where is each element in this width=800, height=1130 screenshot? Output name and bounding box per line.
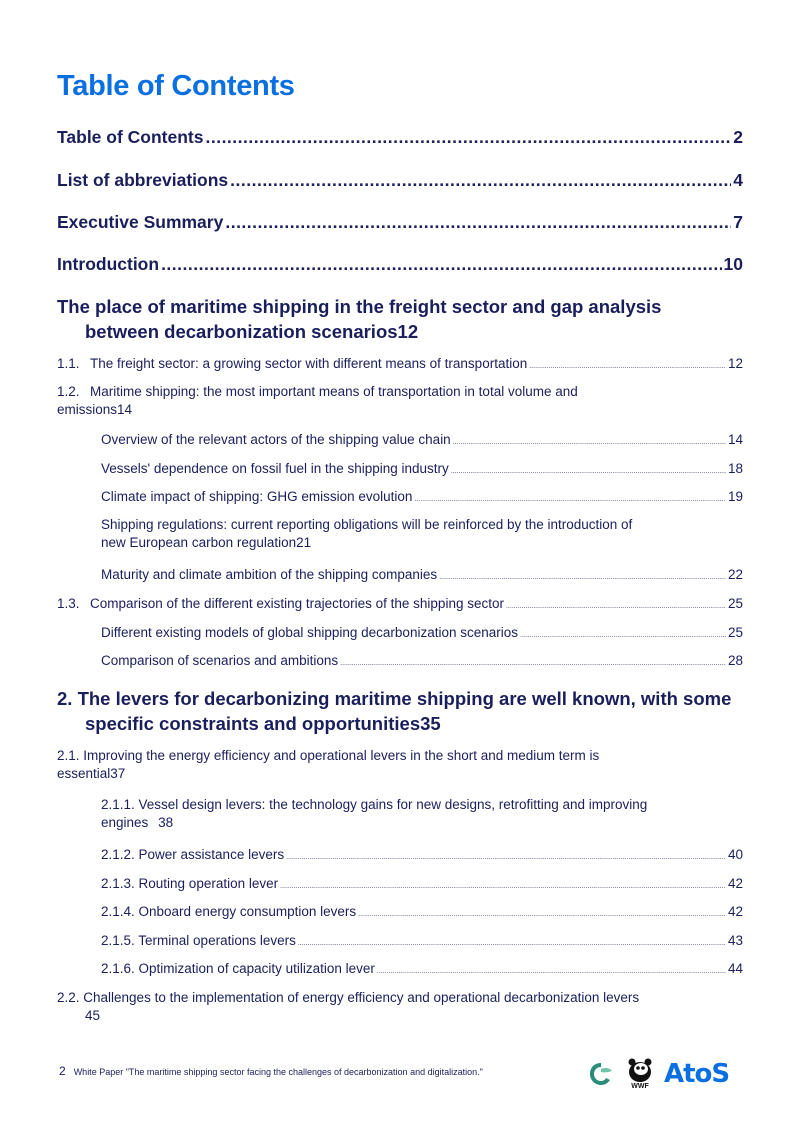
toc-entry-page: 45 [85,1008,101,1023]
toc-entry-climate-impact[interactable] [101,489,743,504]
toc-entry-title-line2: engines [101,815,149,830]
partner-logos [586,1054,729,1094]
toc-entry-title: The freight sector: a growing sector with different means of transportation [90,356,528,371]
toc-entry-title: 2.1.4. Onboard energy consumption levers [101,904,357,919]
toc-entry-title-line2: specific constraints and opportunities [85,713,421,734]
toc-entry-title: Executive Summary [57,212,224,232]
toc-entry-title: Introduction [57,254,160,274]
toc-entry-page: 38 [158,815,174,830]
toc-entry-page: 28 [727,653,743,668]
green-leaf-logo-icon [586,1059,616,1089]
toc-entry-title-line2: essential [57,766,111,781]
toc-entry-introduction[interactable] [57,254,743,275]
toc-entry-title-line1: Maritime shipping: the most important means of transportation in total volume and [90,384,578,399]
toc-entry-title-line2: between decarbonization scenarios [85,321,398,342]
toc-entry-chapter-1[interactable] [57,296,743,343]
toc-entry-scenarios[interactable] [101,653,743,668]
leader-dots [340,660,726,667]
toc-entry-page: 40 [727,847,743,862]
toc-entry-2-1[interactable] [57,748,743,781]
leader-dots [286,854,726,861]
toc-entry-1-1[interactable] [57,356,743,371]
toc-entry-2-2[interactable] [57,990,743,1023]
toc-entry-page: 12 [727,356,743,371]
toc-entry-page: 25 [727,625,743,640]
toc-entry-title: Climate impact of shipping: GHG emission evolution [101,489,413,504]
toc-entry-title-line1: 2. The levers for decarbonizing maritime shipping are well known, with some [57,688,732,709]
toc-entry-title: Vessels' dependence on fossil fuel in the shipping industry [101,461,449,476]
toc-entry-page: 43 [727,933,743,948]
toc-entry-page: 22 [727,567,743,582]
toc-entry-title-line2: new European carbon regulation [101,535,297,550]
leader-dots [230,170,731,191]
leader-dots [414,496,726,503]
page-title: Table of Contents [57,70,295,102]
toc-entry-title-line2: emissions [57,402,118,417]
leader-dots [225,212,731,233]
leader-dots [520,632,726,639]
section-number: 1.1. [57,356,80,371]
toc-entry-regulations[interactable] [101,517,743,550]
leader-dots [280,883,726,890]
toc-entry-page: 4 [733,170,743,190]
leader-dots [506,603,726,610]
toc-entry-title: List of abbreviations [57,170,229,190]
wwf-logo [626,1057,654,1091]
toc-entry-title: 2.1.3. Routing operation lever [101,876,279,891]
leader-dots [161,254,721,275]
toc-entry-2-1-1[interactable] [101,797,743,830]
footer-page-number: 2 [59,1064,66,1078]
toc-entry-actors[interactable] [101,432,743,447]
leader-dots [205,127,731,148]
toc-entry-title-line1: 2.1. Improving the energy efficiency and operational levers in the short and medium term is [57,748,600,763]
toc-entry-2-1-3[interactable] [101,876,743,891]
toc-entry-page: 42 [727,904,743,919]
toc-entry-title: Table of Contents [57,127,204,147]
toc-entry-page: 19 [727,489,743,504]
section-number: 1.3. [57,596,80,611]
leader-dots [453,439,726,446]
toc-entry-title: Different existing models of global shipping decarbonization scenarios [101,625,518,640]
toc-entry-title: 2.1.5. Terminal operations levers [101,933,296,948]
leader-dots [358,911,726,918]
toc-entry-page: 18 [727,461,743,476]
toc-entry-page: 37 [110,766,126,781]
panda-icon [626,1057,654,1083]
toc-entry-title: Comparison of the different existing trajectories of the shipping sector [90,596,504,611]
leader-dots [298,940,726,947]
toc-entry-title-line1: The place of maritime shipping in the freight sector and gap analysis [57,296,662,317]
toc-entry-2-1-2[interactable] [101,847,743,862]
toc-entry-page: 10 [723,254,743,274]
toc-entry-chapter-2[interactable] [57,688,743,735]
toc-entry-page: 21 [296,535,312,550]
toc-entry-models[interactable] [101,625,743,640]
toc-entry-title: Overview of the relevant actors of the shipping value chain [101,432,451,447]
wwf-label: WWF [631,1083,649,1090]
toc-entry-fossil-fuel[interactable] [101,461,743,476]
atos-logo: AtoS [664,1059,730,1089]
toc-entry-2-1-4[interactable] [101,904,743,919]
leader-dots [439,574,726,581]
toc-entry-2-1-6[interactable] [101,961,743,976]
page-footer [59,1064,483,1078]
section-number: 1.2. [57,384,80,399]
toc-entry-title: Maturity and climate ambition of the shipping companies [101,567,438,582]
toc-entry-page: 14 [727,432,743,447]
footer-text: White Paper "The maritime shipping sector facing the challenges of decarbonization and digitalization." [73,1067,483,1077]
toc-entry-page: 25 [727,596,743,611]
toc-entry-title: 2.1.2. Power assistance levers [101,847,285,862]
toc-entry-page: 14 [117,402,133,417]
toc-entry-2-1-5[interactable] [101,933,743,948]
leader-dots [451,468,726,475]
toc-entry-page: 2 [733,127,743,147]
toc-entry-executive-summary[interactable] [57,212,743,233]
toc-entry-page: 42 [727,876,743,891]
toc-entry-title: Comparison of scenarios and ambitions [101,653,339,668]
toc-entry-title-line1: Shipping regulations: current reporting obligations will be reinforced by the introduction of [101,517,633,532]
toc-entry-page: 12 [397,321,419,342]
toc-entry-page: 35 [420,713,441,734]
toc-entry-table-of-contents[interactable] [57,127,743,148]
toc-entry-title-line1: 2.2. Challenges to the implementation of energy efficiency and operational decarbonization levers [57,990,640,1005]
toc-entry-maturity[interactable] [101,567,743,582]
toc-entry-abbreviations[interactable] [57,170,743,191]
toc-entry-page: 44 [727,961,743,976]
toc-entry-title: 2.1.6. Optimization of capacity utilization lever [101,961,375,976]
toc-entry-title-line1: 2.1.1. Vessel design levers: the technology gains for new designs, retrofitting and improving [101,797,648,812]
toc-entry-page: 7 [733,212,743,232]
leader-dots [377,968,726,975]
leader-dots [529,363,726,370]
toc-entry-1-2[interactable] [57,384,743,417]
toc-entry-1-3[interactable] [57,596,743,611]
